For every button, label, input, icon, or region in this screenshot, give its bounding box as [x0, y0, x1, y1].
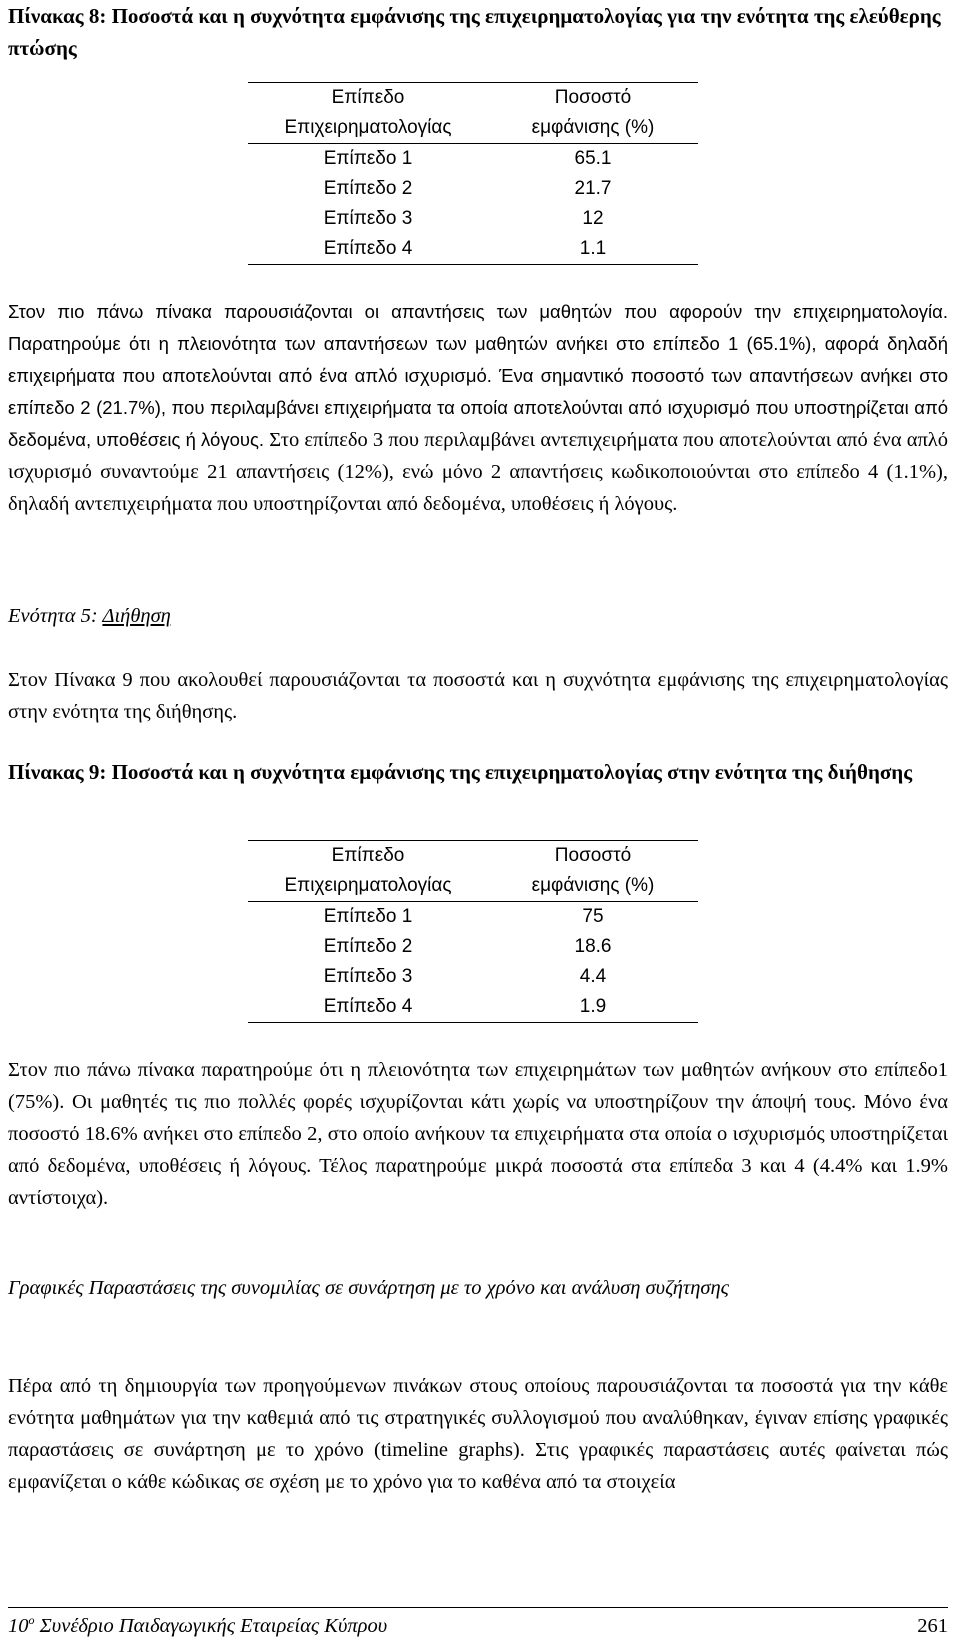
value-cell: 1.1 — [488, 234, 698, 265]
table-row — [248, 932, 698, 962]
value-cell: 4.4 — [579, 966, 607, 987]
level-cell: Επίπεδο 2 — [323, 178, 413, 199]
value-cell: 1.9 — [488, 992, 698, 1023]
table9-caption: Πίνακας 9: Ποσοστά και η συχνότητα εμφάνισης της επιχειρηματολογίας στην ενότητα της διήθησης — [8, 760, 913, 784]
section-heading — [8, 600, 171, 632]
table9-header-level: Επίπεδο — [331, 845, 405, 866]
table-row — [248, 174, 698, 204]
value-cell: 75 — [582, 906, 604, 927]
table-row — [248, 234, 698, 265]
table-row — [248, 902, 698, 933]
paragraph-table9-analysis: Στον πιο πάνω πίνακα παρατηρούμε ότι η πλειονότητα των επιχειρημάτων των μαθητών ανήκουν στο επίπεδο1 (75%). Οι μαθητές τις πιο πολλές φορές ισχυρίζονται κάτι χωρίς να υποστηρίζουν την άποψή τους. Μόνο ένα ποσοστό 18.6% ανήκει στο επίπεδο 2, στο οποίο ανήκουν τα επιχειρήματα στα οποία ο ισχυρισμός υποστηρίζεται από δεδομένα, υποθέσεις ή λόγους. Τέλος παρατηρούμε μικρά ποσοστά στα επίπεδα 3 και 4 (4.4% και 1.9% αντίστοιχα). — [8, 1059, 948, 1209]
level-cell: Επίπεδο 3 — [323, 966, 413, 987]
level-cell: Επίπεδο 2 — [323, 936, 413, 957]
level-cell: Επίπεδο 1 — [323, 906, 413, 927]
value-cell: 21.7 — [574, 178, 612, 199]
footer-conference — [8, 1611, 387, 1641]
value-cell: 12 — [582, 208, 604, 229]
table8-header-percent: Ποσοστό — [554, 87, 632, 108]
table-row — [248, 992, 698, 1023]
page-number: 261 — [917, 1615, 948, 1637]
value-cell: 18.6 — [574, 936, 612, 957]
level-cell: Επίπεδο 1 — [323, 148, 413, 169]
paragraph-text: Στον πιο πάνω πίνακα παρουσιάζονται οι απαντήσεις των μαθητών που αφορούν την επιχειρηματολογία. Παρατηρούμε ότι η πλειονότητα των απαντήσεων των μαθητών ανήκει στο επίπεδο 1 (65.1%), αφορά δηλαδή επιχειρήματα που αποτελούνται από ένα απλό ισχυρισμό. Ένα σημαντικό ποσοστό των απαντήσεων ανήκει στο επίπεδο 2 (21.7%), που περιλαμβάνει επιχειρήματα τα οποία αποτελούνται από ισχυρισμό που υποστηρίζεται από δεδομένα, υποθέσεις ή λόγους. — [8, 301, 948, 450]
level-cell: Επίπεδο 4 — [248, 992, 488, 1023]
paragraph-text-continued: Στο επίπεδο 3 που περιλαμβάνει αντεπιχειρήματα που αποτελούνται από ένα απλό ισχυρισμό συναντούμε 21 απαντήσεις (12%), ενώ μόνο 2 απαντήσεις κωδικοποιούνται στο επίπεδο 4 (1.1%), δηλαδή αντεπιχειρήματα που υποστηρίζονται από δεδομένα, υποθέσεις ή λόγους. — [8, 429, 948, 515]
table8-header-level: Επίπεδο — [331, 87, 405, 108]
value-cell: 65.1 — [574, 148, 612, 169]
table9 — [248, 840, 698, 1023]
table-row — [248, 144, 698, 175]
footer-ordinal: 10 — [8, 1615, 29, 1637]
table9-header-percent-2: εμφάνισης (%) — [488, 871, 698, 902]
table-row — [248, 962, 698, 992]
section-title: Διήθηση — [102, 605, 171, 627]
paragraph-table9-intro: Στον Πίνακα 9 που ακολουθεί παρουσιάζονται τα ποσοστά και η συχνότητα εμφάνισης της επιχειρηματολογίας στην ενότητα της διήθησης. — [8, 669, 948, 723]
table9-header-level-2: Επιχειρηματολογίας — [248, 871, 488, 902]
table8-caption: Πίνακας 8: Ποσοστά και η συχνότητα εμφάνισης της επιχειρηματολογίας για την ενότητα της ελεύθερης πτώσης — [8, 4, 941, 60]
footer-ordinal-suffix: ο — [28, 1613, 35, 1628]
table9-header-percent: Ποσοστό — [554, 845, 632, 866]
page-footer — [8, 1607, 948, 1637]
section-heading-graphs: Γραφικές Παραστάσεις της συνομιλίας σε συνάρτηση με το χρόνο και ανάλυση συζήτησης — [8, 1277, 729, 1299]
paragraph-graphs: Πέρα από τη δημιουργία των προηγούμενων πινάκων στους οποίους παρουσιάζονται τα ποσοστά για την κάθε ενότητα μαθημάτων για την καθεμιά από τις στρατηγικές συλλογισμού που αναλύθηκαν, έγιναν επίσης γραφικές παραστάσεις σε συνάρτηση με το χρόνο (timeline graphs). Στις γραφικές παραστάσεις αυτές φαίνεται πώς εμφανίζεται ο κάθε κώδικας σε σχέση με το χρόνο για το καθένα από τα στοιχεία — [8, 1375, 948, 1493]
level-cell: Επίπεδο 4 — [248, 234, 488, 265]
footer-conference-name: Συνέδριο Παιδαγωγικής Εταιρείας Κύπρου — [34, 1615, 388, 1637]
table-row — [248, 204, 698, 234]
table8 — [248, 82, 698, 265]
paragraph-table8-analysis — [8, 296, 948, 520]
table8-header-percent-2: εμφάνισης (%) — [488, 113, 698, 144]
table8-header-level-2: Επιχειρηματολογίας — [248, 113, 488, 144]
level-cell: Επίπεδο 3 — [323, 208, 413, 229]
section-prefix: Ενότητα 5: — [8, 605, 103, 627]
